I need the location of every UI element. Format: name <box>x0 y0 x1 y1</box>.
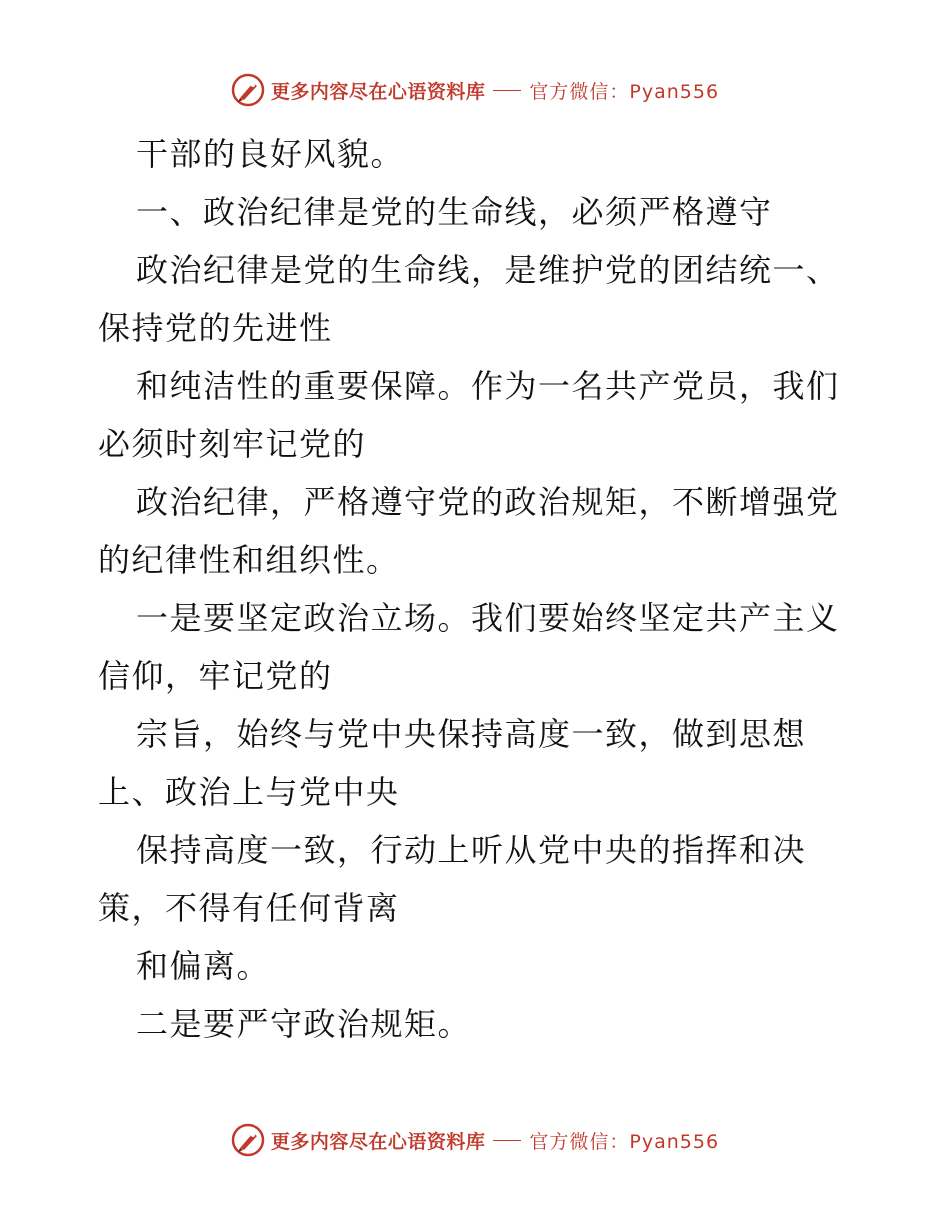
paragraph-6: 宗旨，始终与党中央保持高度一致，做到思想上、政治上与党中央 <box>98 715 807 811</box>
document-body <box>98 125 858 1053</box>
paragraph-5: 一是要坚定政治立场。我们要始终坚定共产主义信仰，牢记党的 <box>98 599 840 695</box>
watermark-sub-text: 官方微信：Pyan556 <box>529 80 720 103</box>
footer-watermark <box>0 1120 950 1160</box>
paragraph-7: 保持高度一致，行动上听从党中央的指挥和决策，不得有任何背离 <box>98 831 807 927</box>
watermark-main-text: 更多内容尽在心语资料库 <box>270 80 486 103</box>
pen-quill-logo-icon <box>231 1123 265 1157</box>
section-heading-1: 一、政治纪律是党的生命线，必须严格遵守 <box>136 193 773 231</box>
paragraph-4: 政治纪律，严格遵守党的政治规矩，不断增强党的纪律性和组织性。 <box>98 483 840 579</box>
pen-quill-logo-icon <box>231 73 265 107</box>
watermark-dash <box>493 1140 521 1141</box>
paragraph-2: 政治纪律是党的生命线，是维护党的团结统一、保持党的先进性 <box>98 251 840 347</box>
watermark-sub-text: 官方微信：Pyan556 <box>529 1130 720 1153</box>
paragraph-3: 和纯洁性的重要保障。作为一名共产党员，我们必须时刻牢记党的 <box>98 367 840 463</box>
header-watermark <box>0 70 950 110</box>
paragraph-1: 干部的良好风貌。 <box>136 135 405 173</box>
paragraph-8: 和偏离。 <box>136 947 271 985</box>
paragraph-9: 二是要严守政治规矩。 <box>136 1005 472 1043</box>
watermark-main-text: 更多内容尽在心语资料库 <box>270 1130 486 1153</box>
watermark-dash <box>493 90 521 91</box>
